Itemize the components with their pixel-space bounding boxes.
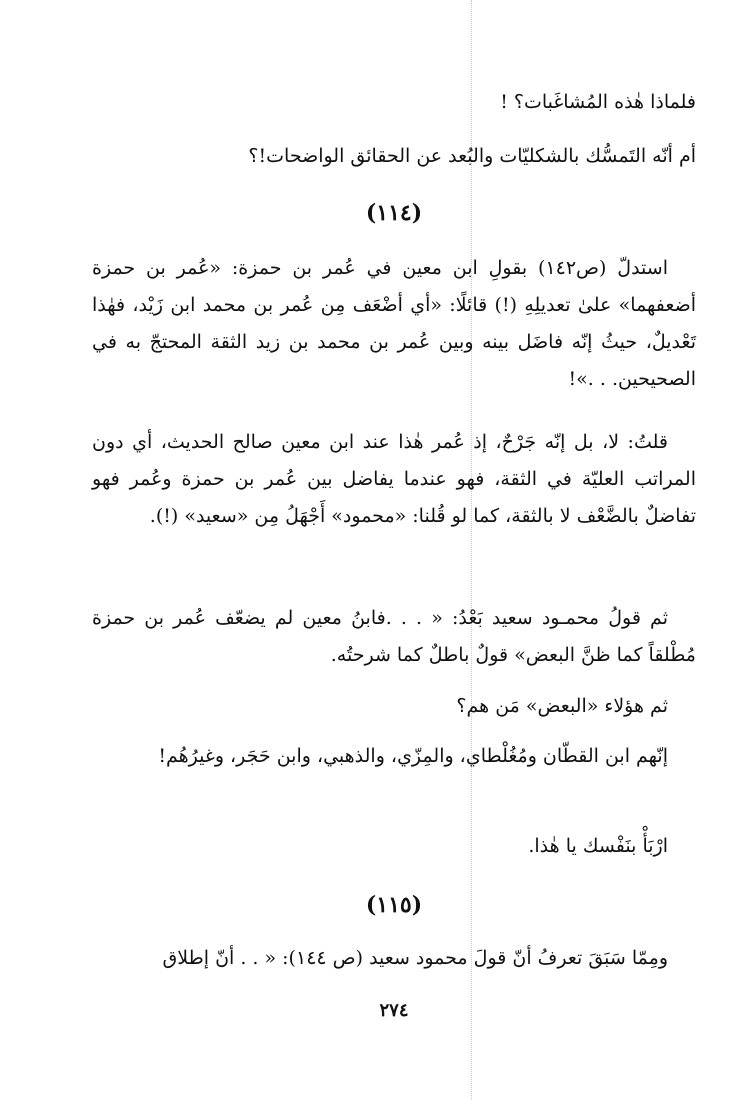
paragraph-formalities-question: أم أنّه التَمسُّك بالشكليّات والبُعد عن الحقائق الواضحات!؟ bbox=[248, 145, 696, 167]
paragraph-ibn-maeen-quote: استدلّ (ص١٤٢) بقولِ ابن معين في عُمر بن حمزة: «عُمر بن حمزة أضعفهما» علىٰ تعديلِهِ (!) قائلًا: «أي أضْعَف مِن عُمر بن محمد ابن زَيْد، فهٰذا تَعْديلٌ، حيثُ إنّه فاضَل بينه وبين عُمر بن محمد بن زيد الثقة المحتجّ به في الصحيحين. . .»! bbox=[92, 257, 696, 390]
section-heading-115: (١١٥) bbox=[365, 892, 423, 918]
paragraph-scholars-list: إنّهم ابن القطّان ومُغُلْطاي، والمِزّي، والذهبي، وابن حَجَر، وغيرُهُم! bbox=[158, 745, 668, 767]
paragraph-who-are-they: ثم هؤلاء «البعض» مَن هم؟ bbox=[456, 695, 668, 717]
paragraph-mahmoud-saeed-statement: ثم قولُ محمـود سعيد بَعْدُ: « . . .فابنُ معين لم يضعّف عُمر بن حمزة مُطْلقاً كما ظنَّ البعض» قولٌ باطلٌ كما شرحتُه. bbox=[92, 607, 696, 666]
page-number: ٢٧٤ bbox=[379, 1000, 409, 1021]
paragraph-continuation: ومِمّا سَبَقَ تعرفُ أنّ قولَ محمود سعيد (ص ١٤٤): « . . أنّ إطلاق bbox=[162, 947, 668, 969]
paragraph-response: قلتُ: لا، بل إنّه جَرْحٌ، إذ عُمر هٰذا عند ابن معين صالح الحديث، أي دون المراتب العليّة في الثقة، فهو عندما يفاضل بين عُمر بن حمزة وعُمر فهو تفاضلٌ بالضَّعْف لا بالثقة، كما لو قُلنا: «محمود» أَجْهَلُ مِن «سعيد» (!). bbox=[92, 431, 696, 527]
section-heading-114: (١١٤) bbox=[365, 200, 423, 226]
paragraph-rebuke: ارْبَأْ بنَفْسك يا هٰذا. bbox=[528, 835, 668, 857]
paragraph-question-disputes: فلماذا هٰذه المُشاغَبات؟ ! bbox=[500, 91, 696, 113]
